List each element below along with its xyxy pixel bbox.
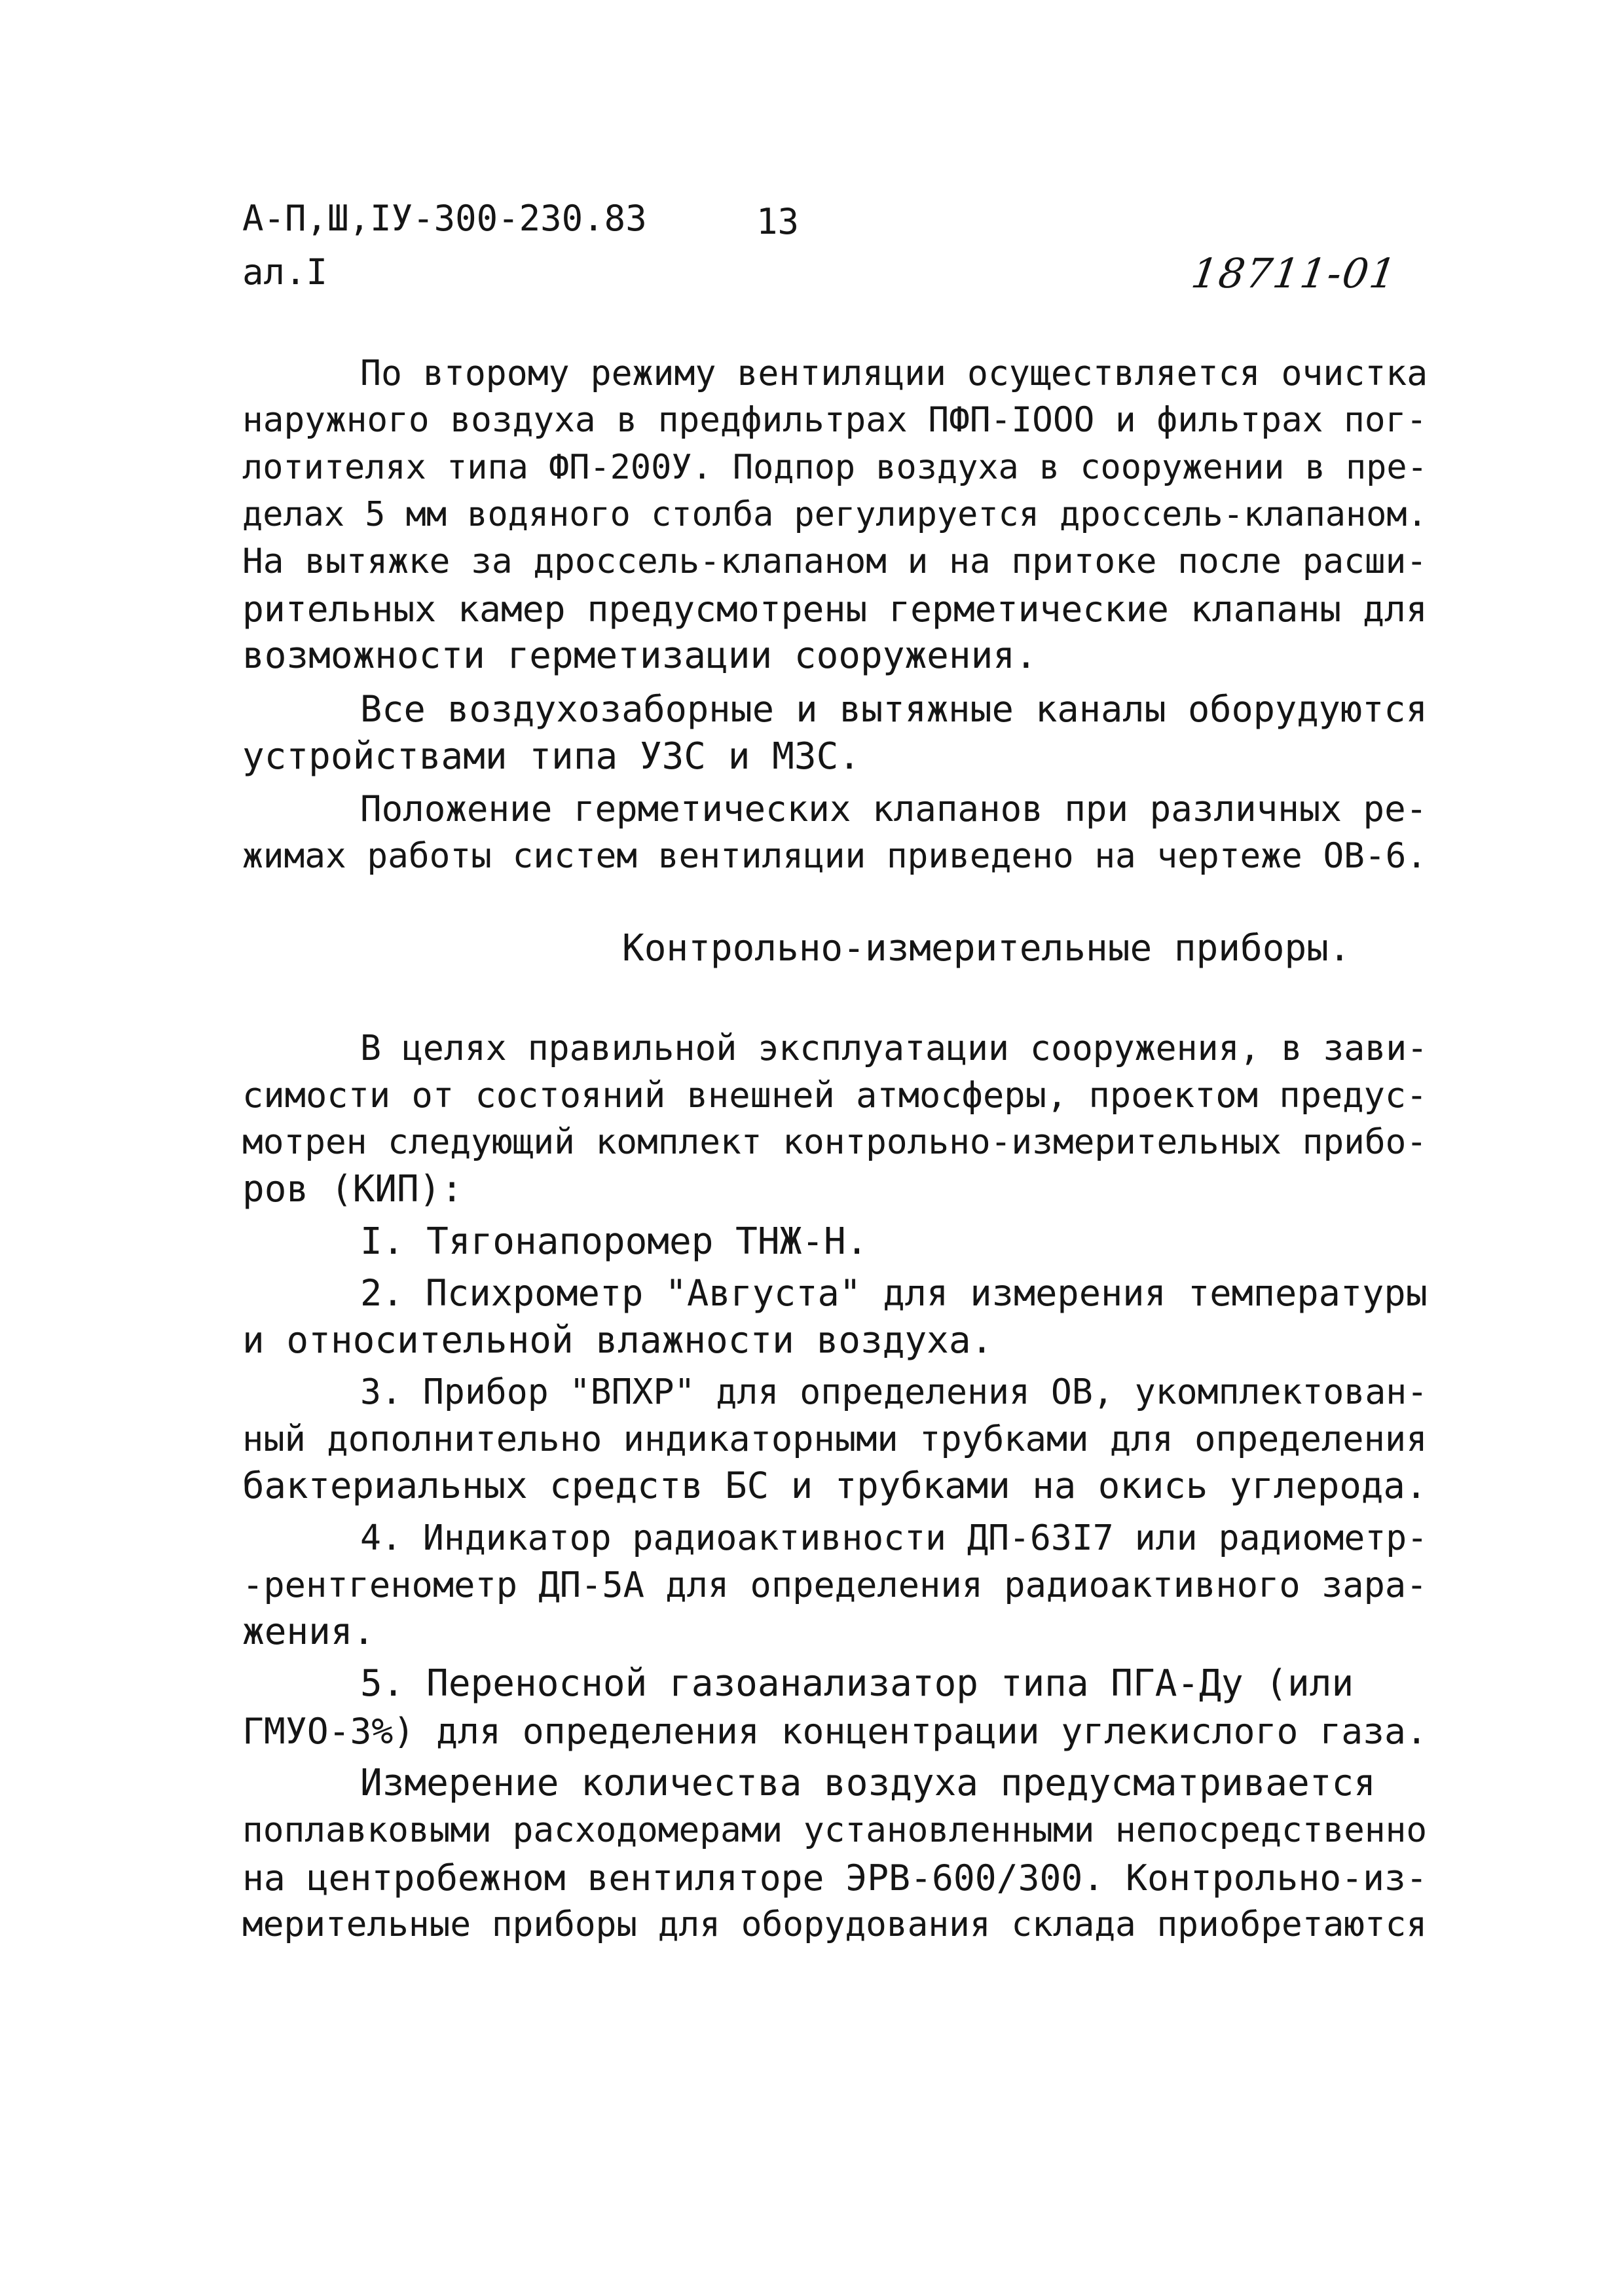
list-item-continuation: ГМУО-3%) для определения концентрации углекислого газа. xyxy=(242,1710,1428,1752)
body-line: возможности герметизации сооружения. xyxy=(242,634,1037,677)
list-item: I. Тягонапоромер ТНЖ-Н. xyxy=(360,1220,868,1263)
body-line: наружного воздуха в предфильтрах ПФП-IOOO и фильтрах пог- xyxy=(242,400,1428,440)
body-line: поплавковыми расходомерами установленными непосредственно xyxy=(242,1810,1428,1850)
list-item: 5. Переносной газоанализатор типа ПГА-Ду (или xyxy=(360,1662,1354,1705)
list-item: 4. Индикатор радиоактивности ДП-63I7 или радиометр- xyxy=(360,1518,1428,1558)
body-line: На вытяжке за дроссель-клапаном и на притоке после расши- xyxy=(242,541,1428,581)
body-line: устройствами типа УЗС и МЗС. xyxy=(242,735,861,778)
body-line: В целях правильной эксплуатации сооружения, в зави- xyxy=(360,1028,1428,1068)
body-line: симости от состояний внешней атмосферы, проектом предус- xyxy=(242,1074,1428,1116)
list-item: 2. Психрометр "Августа" для измерения температуры xyxy=(360,1273,1428,1315)
sheet-label: ал.I xyxy=(242,251,328,293)
body-line: Все воздухозаборные и вытяжные каналы оборудуются xyxy=(360,689,1428,731)
list-item: 3. Прибор "ВПХР" для определения ОВ, укомплектован- xyxy=(360,1372,1428,1412)
page-number: 13 xyxy=(756,201,800,242)
list-item-continuation: и относительной влажности воздуха. xyxy=(242,1319,993,1362)
body-line: ров (КИП): xyxy=(242,1168,464,1211)
body-line: рительных камер предусмотрены герметические клапаны для xyxy=(242,588,1428,630)
body-line: По второму режиму вентиляции осуществляется очистка xyxy=(360,353,1428,393)
section-heading: Контрольно-измерительные приборы. xyxy=(622,927,1351,970)
body-line: жимах работы систем вентиляции приведено на чертеже ОВ-6. xyxy=(242,836,1428,876)
list-item-continuation: жения. xyxy=(242,1611,375,1653)
body-line: делах 5 мм водяного столба регулируется дроссель-клапаном. xyxy=(242,495,1428,534)
body-line: на центробежном вентиляторе ЭРВ-600/300. Контрольно-из- xyxy=(242,1857,1428,1899)
list-item-continuation: ный дополнительно индикаторными трубками для определения xyxy=(242,1418,1428,1459)
list-item-continuation: -рентгенометр ДП-5А для определения радиоактивного зара- xyxy=(242,1564,1428,1605)
body-line: Положение герметических клапанов при различных ре- xyxy=(360,788,1428,829)
body-line: Измерение количества воздуха предусматривается xyxy=(360,1762,1376,1804)
document-code: А-П,Ш,IУ-300-230.83 xyxy=(242,198,647,239)
archive-number-handwritten: 18711-01 xyxy=(1188,249,1401,297)
body-line: мерительные приборы для оборудования склада приобретаются xyxy=(242,1904,1428,1944)
body-line: мотрен следующий комплект контрольно-измерительных прибо- xyxy=(242,1122,1428,1162)
body-line: лотителях типа ФП-200У. Подпор воздуха в сооружении в пре- xyxy=(242,448,1428,487)
list-item-continuation: бактериальных средств БС и трубками на окись углерода. xyxy=(242,1465,1428,1507)
